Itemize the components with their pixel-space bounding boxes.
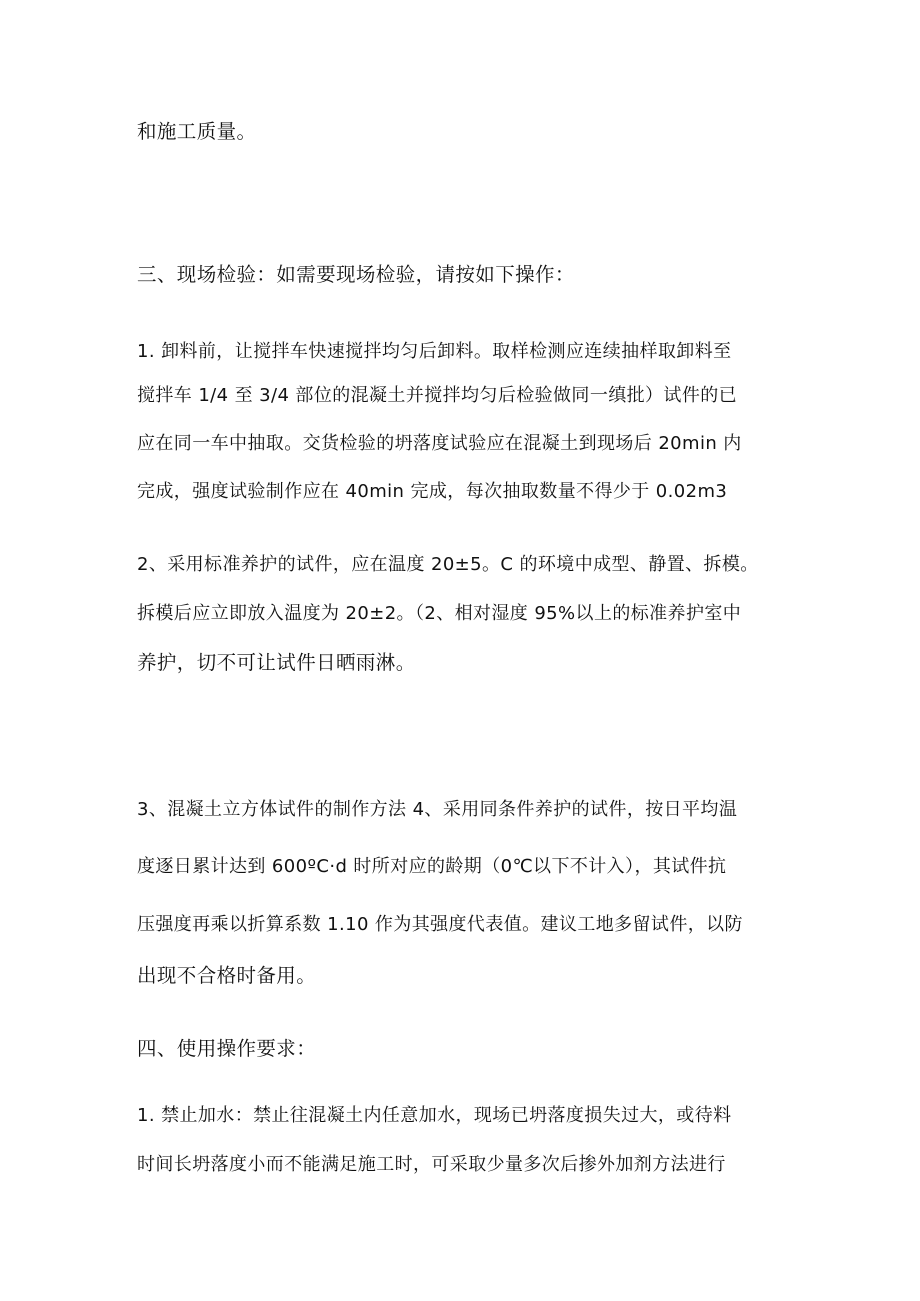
text-line: 3、混凝土立方体试件的制作方法 4、采用同条件养护的试件，按日平均温	[137, 799, 738, 820]
text-line: 和施工质量。	[137, 120, 257, 143]
text-line: 养护，切不可让试件日晒雨淋。	[137, 651, 416, 674]
section-heading-3: 三、现场检验：如需要现场检验，请按如下操作：	[137, 263, 575, 286]
text-line: 2、采用标准养护的试件，应在温度 20±5。C 的环境中成型、静置、拆模。	[137, 554, 759, 575]
text-line: 拆模后应立即放入温度为 20±2。（2、相对湿度 95%以上的标准养护室中	[137, 603, 742, 624]
text-line: 出现不合格时备用。	[137, 964, 317, 987]
text-line: 时间长坍落度小而不能满足施工时，可采取少量多次后掺外加剂方法进行	[137, 1154, 726, 1175]
text-line: 应在同一车中抽取。交货检验的坍落度试验应在混凝土到现场后 20min 内	[137, 433, 742, 454]
text-line: 压强度再乘以折算系数 1.10 作为其强度代表值。建议工地多留试件，以防	[137, 914, 743, 935]
text-line: 搅拌车 1/4 至 3/4 部位的混凝土并搅拌均匀后检验做同一缜批）试件的已	[137, 385, 738, 406]
text-line: 1. 禁止加水：禁止往混凝土内任意加水，现场已坍落度损失过大，或待料	[137, 1105, 732, 1126]
text-line: 1. 卸料前，让搅拌车快速搅拌均匀后卸料。取样检测应连续抽样取卸料至	[137, 341, 732, 362]
text-line: 度逐日累计达到 600ºC·d 时所对应的龄期（0℃以下不计入），其试件抗	[137, 856, 727, 877]
text-line: 完成，强度试验制作应在 40min 完成，每次抽取数量不得少于 0.02m3	[137, 481, 728, 502]
section-heading-4: 四、使用操作要求：	[137, 1037, 317, 1060]
